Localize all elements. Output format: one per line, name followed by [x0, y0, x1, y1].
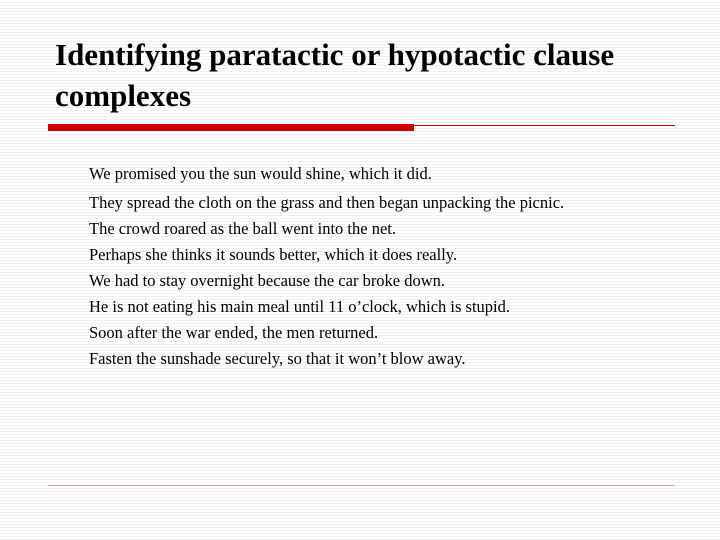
- sentence-item: We had to stay overnight because the car broke down.: [89, 271, 446, 290]
- sentence-item: They spread the cloth on the grass and then began unpacking the picnic.: [89, 193, 565, 212]
- sentence-item: Perhaps she thinks it sounds better, which it does really.: [89, 245, 458, 264]
- sentence-item: Fasten the sunshade securely, so that it won’t blow away.: [89, 349, 466, 368]
- title-underline-thick: [48, 124, 414, 131]
- slide-title: Identifying paratactic or hypotactic clause complexes: [55, 37, 615, 113]
- title-underline-thin: [414, 125, 675, 126]
- footer-divider: [48, 485, 675, 486]
- sentence-item: The crowd roared as the ball went into the net.: [89, 219, 396, 238]
- sentence-list: [89, 161, 689, 372]
- sentence-item: We promised you the sun would shine, which it did.: [89, 164, 432, 183]
- sentence-item: He is not eating his main meal until 11 o’clock, which is stupid.: [89, 297, 510, 316]
- sentence-item: Soon after the war ended, the men returned.: [89, 323, 379, 342]
